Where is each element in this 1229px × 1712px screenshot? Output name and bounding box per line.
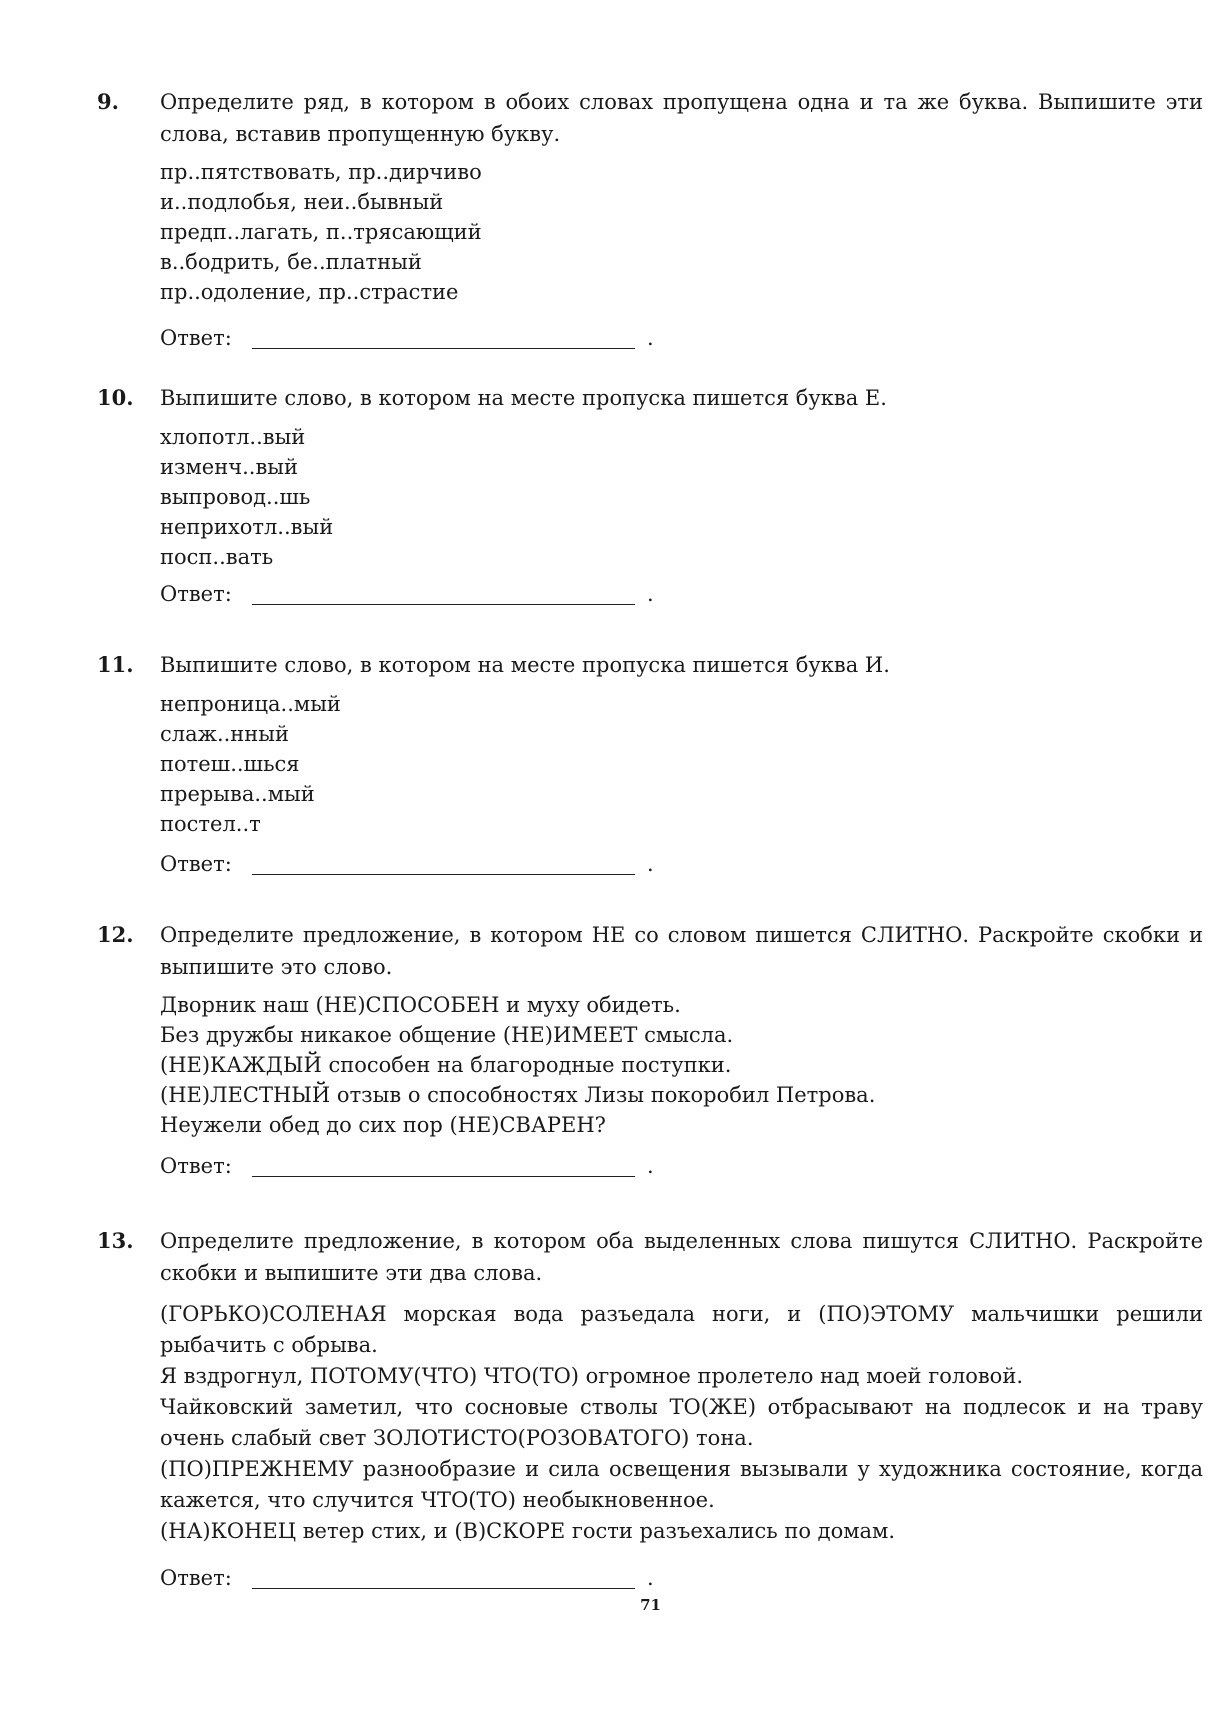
- task-number: 13.: [97, 1228, 134, 1253]
- option-item: (ГОРЬКО)СОЛЕНАЯ морская вода разъедала ноги, и (ПО)ЭТОМУ мальчишки решили рыбачить с обрыва.: [160, 1302, 1203, 1357]
- task-number: 9.: [97, 89, 119, 114]
- answer-terminator: .: [647, 1566, 654, 1590]
- option-item: пр..пятствовать, пр..дирчиво: [160, 160, 482, 184]
- option-item: изменч..вый: [160, 455, 298, 479]
- answer-terminator: .: [647, 326, 654, 350]
- option-item: (НЕ)ЛЕСТНЫЙ отзыв о способностях Лизы покоробил Петрова.: [160, 1083, 876, 1107]
- answer-line[interactable]: [252, 328, 635, 349]
- answer-label: Ответ:: [160, 852, 232, 876]
- option-item: пр..одоление, пр..страстие: [160, 280, 459, 304]
- answer-label: Ответ:: [160, 326, 232, 350]
- option-item: Я вздрогнул, ПОТОМУ(ЧТО) ЧТО(ТО) огромное пролетело над моей головой.: [160, 1364, 1023, 1388]
- answer-field[interactable]: [160, 1151, 654, 1181]
- option-item: (НЕ)КАЖДЫЙ способен на благородные поступки.: [160, 1053, 732, 1077]
- task-prompt: Выпишите слово, в котором на месте пропуска пишется буква Е.: [160, 386, 887, 410]
- task-prompt: Определите ряд, в котором в обоих словах пропущена одна и та же буква. Выпишите эти слова, вставив пропущенную букву.: [160, 90, 1203, 146]
- task-prompt: Определите предложение, в котором оба выделенных слова пишутся СЛИТНО. Раскройте скобки и выпишите эти два слова.: [160, 1229, 1203, 1285]
- options-list: [160, 689, 1203, 839]
- answer-label: Ответ:: [160, 1566, 232, 1590]
- option-item: (НА)КОНЕЦ ветер стих, и (В)СКОРЕ гости разъехались по домам.: [160, 1519, 896, 1543]
- option-item: хлопотл..вый: [160, 425, 306, 449]
- option-item: посп..вать: [160, 545, 274, 569]
- page-number: 71: [640, 1596, 661, 1614]
- option-item: потеш..шься: [160, 752, 300, 776]
- answer-field[interactable]: [160, 323, 654, 353]
- task-prompt: Выпишите слово, в котором на месте пропуска пишется буква И.: [160, 653, 890, 677]
- option-item: предп..лагать, п..трясающий: [160, 220, 482, 244]
- option-item: непроница..мый: [160, 692, 341, 716]
- option-item: слаж..нный: [160, 722, 289, 746]
- option-item: Неужели обед до сих пор (НЕ)СВАРЕН?: [160, 1113, 606, 1137]
- answer-terminator: .: [647, 852, 654, 876]
- answer-line[interactable]: [252, 854, 635, 875]
- task-number: 12.: [97, 922, 134, 947]
- answer-terminator: .: [647, 1154, 654, 1178]
- option-item: (ПО)ПРЕЖНЕМУ разнообразие и сила освещения вызывали у художника состояние, когда кажется, что случится ЧТО(ТО) необыкновенное.: [160, 1457, 1203, 1512]
- answer-terminator: .: [647, 582, 654, 606]
- answer-field[interactable]: [160, 579, 654, 609]
- options-list: [160, 157, 1203, 307]
- option-item: прерыва..мый: [160, 782, 315, 806]
- task-number: 10.: [97, 385, 134, 410]
- option-item: выпровод..шь: [160, 485, 311, 509]
- options-list: [160, 990, 1203, 1140]
- options-list: [160, 1299, 1203, 1547]
- answer-line[interactable]: [252, 1156, 635, 1177]
- answer-label: Ответ:: [160, 582, 232, 606]
- answer-field[interactable]: [160, 1563, 654, 1593]
- answer-field[interactable]: [160, 849, 654, 879]
- answer-label: Ответ:: [160, 1154, 232, 1178]
- option-item: Чайковский заметил, что сосновые стволы ТО(ЖЕ) отбрасывают на подлесок и на траву очень слабый свет ЗОЛОТИСТО(РОЗОВАТОГО) тона.: [160, 1395, 1203, 1450]
- task-prompt: Определите предложение, в котором НЕ со словом пишется СЛИТНО. Раскройте скобки и выпишите это слово.: [160, 923, 1203, 979]
- task-number: 11.: [97, 652, 134, 677]
- option-item: и..подлобья, неи..бывный: [160, 190, 444, 214]
- option-item: неприхотл..вый: [160, 515, 334, 539]
- option-item: постел..т: [160, 812, 261, 836]
- option-item: Дворник наш (НЕ)СПОСОБЕН и муху обидеть.: [160, 993, 681, 1017]
- option-item: в..бодрить, бе..платный: [160, 250, 422, 274]
- options-list: [160, 422, 1203, 572]
- option-item: Без дружбы никакое общение (НЕ)ИМЕЕТ смысла.: [160, 1023, 734, 1047]
- answer-line[interactable]: [252, 1568, 635, 1589]
- answer-line[interactable]: [252, 584, 635, 605]
